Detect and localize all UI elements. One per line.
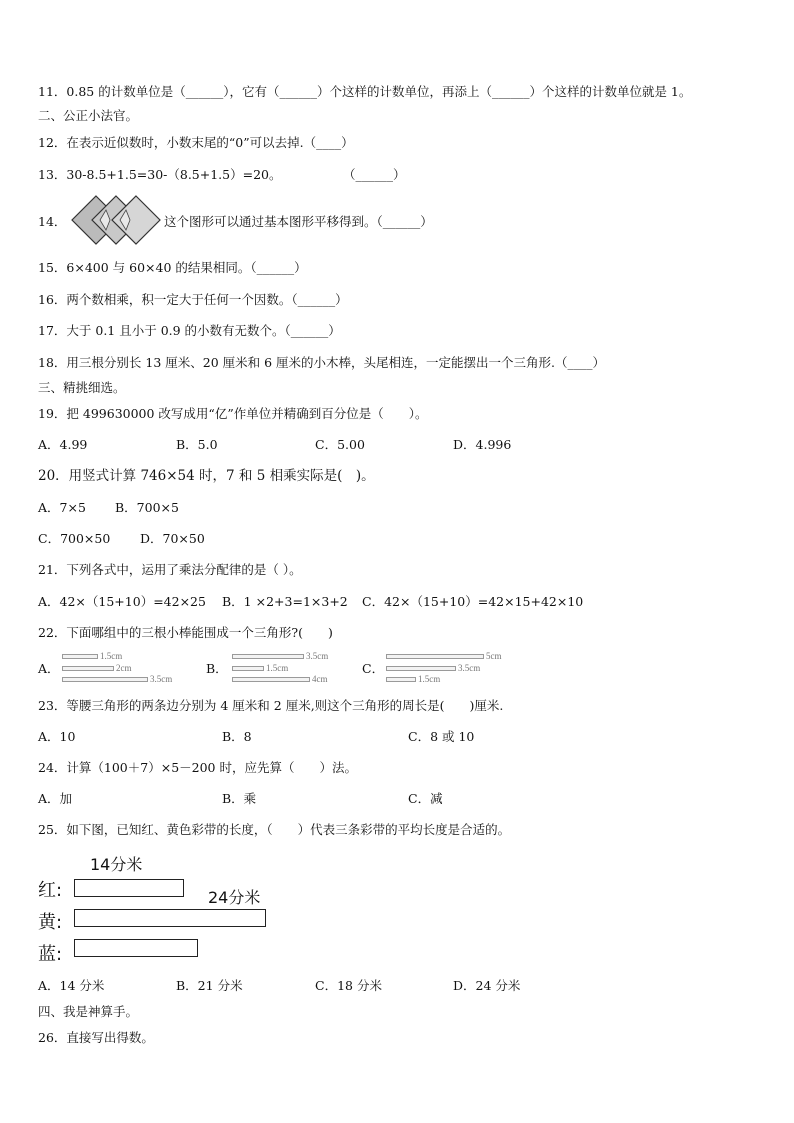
blue-ribbon <box>74 939 198 957</box>
blue-label: 蓝: <box>38 944 63 965</box>
q25-option-b: B．21 分米 <box>176 978 243 993</box>
q13: 13．30-8.5+1.5=30-（8.5+1.5）=20。 <box>38 167 282 182</box>
q14-number: 14． <box>38 214 67 229</box>
q21-option-b: B．1 ×2+3=1×3+2 <box>222 594 348 609</box>
q20-option-a: A．7×5 <box>38 500 86 515</box>
q16: 16．两个数相乘，积一定大于任何一个因数。（______） <box>38 292 348 307</box>
q23: 23．等腰三角形的两条边分别为 4 厘米和 2 厘米,则这个三角形的周长是( )厘米. <box>38 698 504 713</box>
red-length-label: 14分米 <box>90 855 143 874</box>
q17: 17．大于 0.1 且小于 0.9 的小数有无数个。（______） <box>38 323 341 338</box>
q20-option-b: B．700×5 <box>115 500 179 515</box>
q22-option-c: C． <box>362 661 385 676</box>
q20: 20．用竖式计算 746×54 时，7 和 5 相乘实际是( )。 <box>38 468 375 484</box>
q23-option-a: A．10 <box>38 729 76 744</box>
section-2-title: 二、公正小法官。 <box>38 108 139 123</box>
q21-option-a: A．42×（15+10）=42×25 <box>38 594 206 609</box>
q24-option-c: C．减 <box>408 791 443 806</box>
q24-option-a: A．加 <box>38 791 73 806</box>
q15: 15．6×400 与 60×40 的结果相同。（______） <box>38 260 307 275</box>
q19-option-c: C．5.00 <box>315 437 365 452</box>
red-ribbon <box>74 879 184 897</box>
q13-blank: （______） <box>343 167 406 182</box>
q11: 11．0.85 的计数单位是（______），它有（______）个这样的计数单位，再添上（______）个这样的计数单位就是 1。 <box>38 84 692 99</box>
q14-text: 这个图形可以通过基本图形平移得到。（______） <box>164 214 433 229</box>
q22-sticks-b: 3.5cm 1.5cm 4cm <box>230 651 350 685</box>
q22-sticks-c: 5cm 3.5cm 1.5cm <box>384 651 514 685</box>
q14-diamond-figure <box>70 194 162 248</box>
q26: 26．直接写出得数。 <box>38 1030 154 1045</box>
section-3-title: 三、精挑细选。 <box>38 380 126 395</box>
q25-option-c: C．18 分米 <box>315 978 382 993</box>
q21-option-c: C．42×（15+10）=42×15+42×10 <box>362 594 584 609</box>
q18: 18．用三根分别长 13 厘米、20 厘米和 6 厘米的小木棒，头尾相连，一定能摆出一个三角形.（____） <box>38 355 606 370</box>
q22-option-b: B． <box>206 661 228 676</box>
yellow-length-label: 24分米 <box>208 888 261 907</box>
q19-option-b: B．5.0 <box>176 437 218 452</box>
q19-option-d: D．4.996 <box>453 437 512 452</box>
q25: 25．如下图，已知红、黄色彩带的长度，（ ）代表三条彩带的平均长度是合适的。 <box>38 822 511 837</box>
q22-sticks-a: 1.5cm 2cm 3.5cm <box>60 651 180 685</box>
yellow-ribbon <box>74 909 266 927</box>
q19: 19．把 499630000 改写成用“亿”作单位并精确到百分位是（ ）。 <box>38 406 428 421</box>
q23-option-b: B．8 <box>222 729 252 744</box>
q23-option-c: C．8 或 10 <box>408 729 475 744</box>
red-label: 红: <box>38 880 63 901</box>
q25-option-a: A．14 分米 <box>38 978 105 993</box>
q19-option-a: A．4.99 <box>38 437 88 452</box>
q21: 21．下列各式中，运用了乘法分配律的是（ ）。 <box>38 562 302 577</box>
q12: 12．在表示近似数时，小数末尾的“0”可以去掉.（____） <box>38 135 354 150</box>
q20-option-d: D．70×50 <box>140 531 205 546</box>
q22: 22．下面哪组中的三根小棒能围成一个三角形?( ) <box>38 625 333 640</box>
section-4-title: 四、我是神算手。 <box>38 1004 139 1019</box>
q22-option-a: A． <box>38 661 60 676</box>
q25-option-d: D．24 分米 <box>453 978 521 993</box>
yellow-label: 黄: <box>38 912 63 933</box>
q20-option-c: C．700×50 <box>38 531 111 546</box>
q24-option-b: B．乘 <box>222 791 257 806</box>
q24: 24．计算（100＋7）×5－200 时，应先算（ ）法。 <box>38 760 357 775</box>
